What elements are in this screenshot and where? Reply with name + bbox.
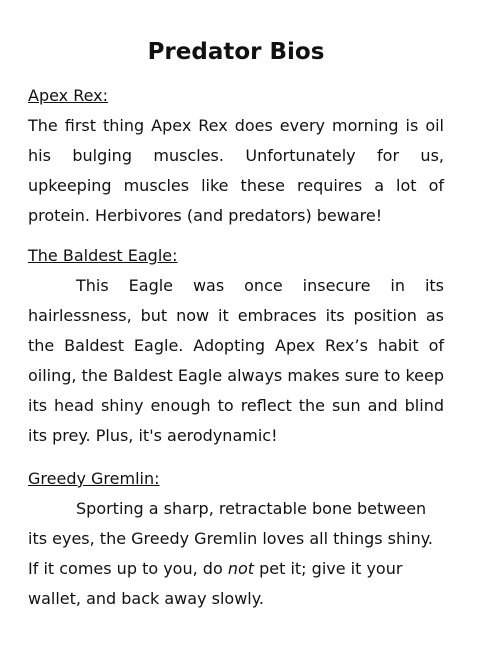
bio-text-greedy-gremlin-part-2: pet it; give it your wallet, and back away slowly. xyxy=(28,559,403,608)
bio-text-baldest-eagle: This Eagle was once insecure in its hairlessness, but now it embraces its position as the Baldest Eagle. Adopting Apex Rex’s habit of oiling, the Baldest Eagle always makes sure to keep its head shiny enough to reflect the sun and blind its prey. Plus, it's aerodynamic! xyxy=(28,276,445,445)
bio-heading-apex-rex: Apex Rex: xyxy=(28,86,109,105)
bio-greedy-gremlin xyxy=(28,464,444,614)
bio-text-greedy-gremlin xyxy=(28,494,444,614)
bio-text-emphasis: not xyxy=(227,559,255,578)
document-page xyxy=(28,32,445,608)
bio-heading-greedy-gremlin: Greedy Gremlin: xyxy=(28,469,160,488)
bio-heading-baldest-eagle: The Baldest Eagle: xyxy=(28,246,178,265)
bio-apex-rex xyxy=(28,81,444,231)
bio-baldest-eagle xyxy=(28,241,444,451)
page-title: Predator Bios xyxy=(147,39,325,65)
bio-text-greedy-gremlin-part-1: Sporting a sharp, retractable bone between its eyes, the Greedy Gremlin loves all things shiny. If it comes up to you, do xyxy=(28,499,434,578)
bio-text-apex-rex: The first thing Apex Rex does every morning is oil his bulging muscles. Unfortunately for us, upkeeping muscles like these requires a lot of protein. Herbivores (and predators) beware! xyxy=(28,116,444,225)
